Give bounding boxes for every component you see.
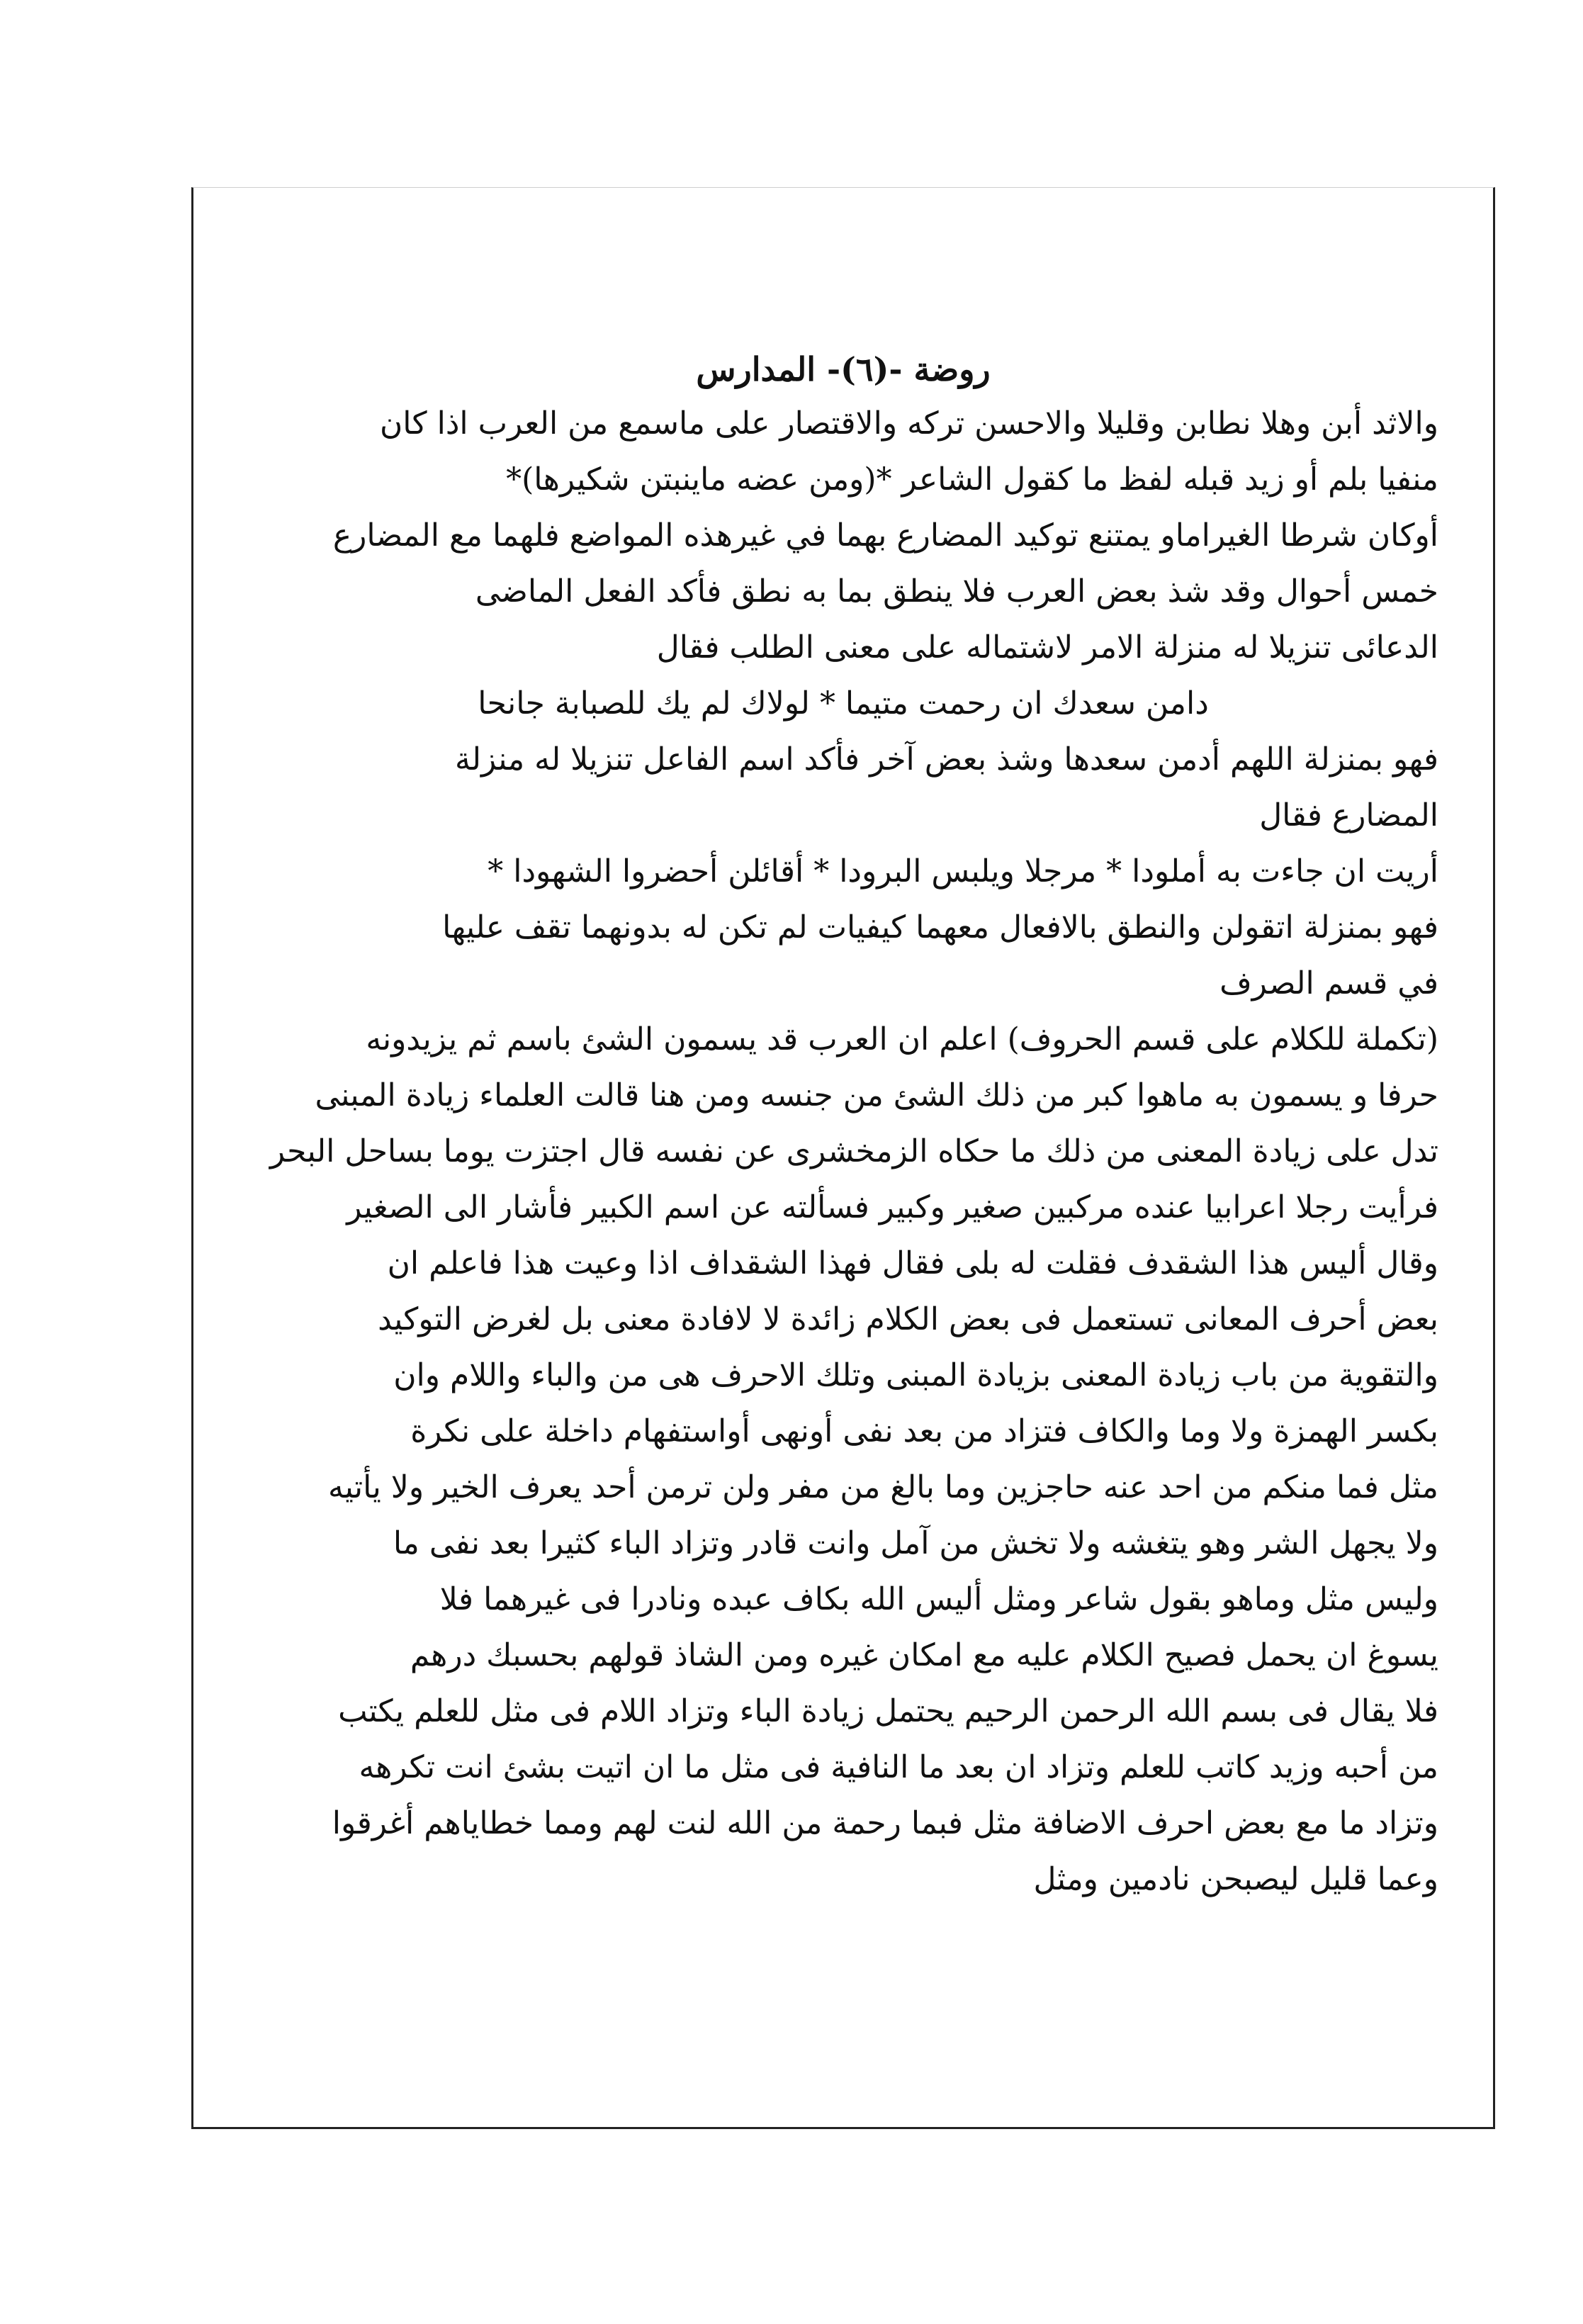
text-line: دامن سعدك ان رحمت متيما * لولاك لم يك للصبابة جانحا [478, 685, 1209, 722]
text-line: فلا يقال فى بسم الله الرحمن الرحيم يحتمل زيادة الباء وتزاد اللام فى مثل للعلم يكتب [338, 1693, 1438, 1730]
text-line: خمس أحوال وقد شذ بعض العرب فلا ينطق بما به نطق فأكد الفعل الماضى [475, 573, 1438, 610]
text-line: حرفا و يسمون به ماهوا كبر من ذلك الشئ من جنسه ومن هنا قالت العلماء زيادة المبنى [315, 1077, 1438, 1114]
text-line: أريت ان جاءت به أملودا * مرجلا ويلبس البرودا * أقائلن أحضروا الشهودا * [488, 853, 1438, 890]
text-line: الدعائى تنزيلا له منزلة الامر لاشتماله على معنى الطلب فقال [656, 629, 1438, 666]
page-header: روضة -(٦)- المدارس [696, 350, 991, 388]
text-line: وليس مثل وماهو بقول شاعر ومثل أليس الله بكاف عبده ونادرا فى غيرهما فلا [439, 1581, 1438, 1618]
text-line: فرأيت رجلا اعرابيا عنده مركبين صغير وكبير فسألته عن اسم الكبير فأشار الى الصغير [347, 1189, 1438, 1226]
text-line: المضارع فقال [1259, 797, 1438, 834]
text-line: (تكملة للكلام على قسم الحروف) اعلم ان العرب قد يسمون الشئ باسم ثم يزيدونه [366, 1021, 1438, 1058]
text-line: بعض أحرف المعانى تستعمل فى بعض الكلام زائدة لا لافادة معنى بل لغرض التوكيد [378, 1301, 1438, 1338]
text-line: بكسر الهمزة ولا وما والكاف فتزاد من بعد نفى أونهى أواستفهام داخلة على نكرة [410, 1413, 1438, 1450]
text-line: والاثد أبن وهلا نطابن وقليلا والاحسن تركه والاقتصار على ماسمع من العرب اذا كان [379, 405, 1438, 442]
text-line: وعما قليل ليصبحن نادمين ومثل [1033, 1861, 1438, 1898]
text-line: يسوغ ان يحمل فصيح الكلام عليه مع امكان غيره ومن الشاذ قولهم بحسبك درهم [410, 1637, 1438, 1674]
text-line: منفيا بلم أو زيد قبله لفظ ما كقول الشاعر *(ومن عضه ماينبتن شكيرها)* [506, 461, 1438, 498]
text-line: مثل فما منكم من احد عنه حاجزين وما بالغ من مفر ولن ترمن أحد يعرف الخير ولا يأتيه [328, 1469, 1438, 1506]
text-body [191, 395, 1495, 1907]
text-line: أوكان شرطا الغيراماو يمتنع توكيد المضارع بهما في غيرهذه المواضع فلهما مع المضارع [332, 517, 1438, 554]
page-content [191, 347, 1495, 1907]
text-line: من أحبه وزيد كاتب للعلم وتزاد ان بعد ما النافية فى مثل ما ان اتيت بشئ انت تكرهه [359, 1749, 1438, 1786]
text-line: وتزاد ما مع بعض احرف الاضافة مثل فبما رحمة من الله لنت لهم ومما خطاياهم أغرقوا [332, 1805, 1438, 1842]
text-line: فهو بمنزلة اللهم أدمن سعدها وشذ بعض آخر فأكد اسم الفاعل تنزيلا له منزلة [455, 741, 1438, 778]
text-line: وقال أليس هذا الشقدف فقلت له بلى فقال فهذا الشقداف اذا وعيت هذا فاعلم ان [387, 1245, 1438, 1282]
text-line: تدل على زيادة المعنى من ذلك ما حكاه الزمخشرى عن نفسه قال اجتزت يوما بساحل البحر [269, 1133, 1438, 1170]
text-line: فهو بمنزلة اتقولن والنطق بالافعال معهما كيفيات لم تكن له بدونهما تقف عليها [442, 909, 1438, 946]
text-line: في قسم الصرف [1219, 965, 1438, 1002]
text-line: ولا يجهل الشر وهو يتغشه ولا تخش من آمل وانت قادر وتزاد الباء كثيرا بعد نفى ما [393, 1525, 1438, 1562]
text-line: والتقوية من باب زيادة المعنى بزيادة المبنى وتلك الاحرف هى من والباء واللام وان [393, 1357, 1438, 1394]
